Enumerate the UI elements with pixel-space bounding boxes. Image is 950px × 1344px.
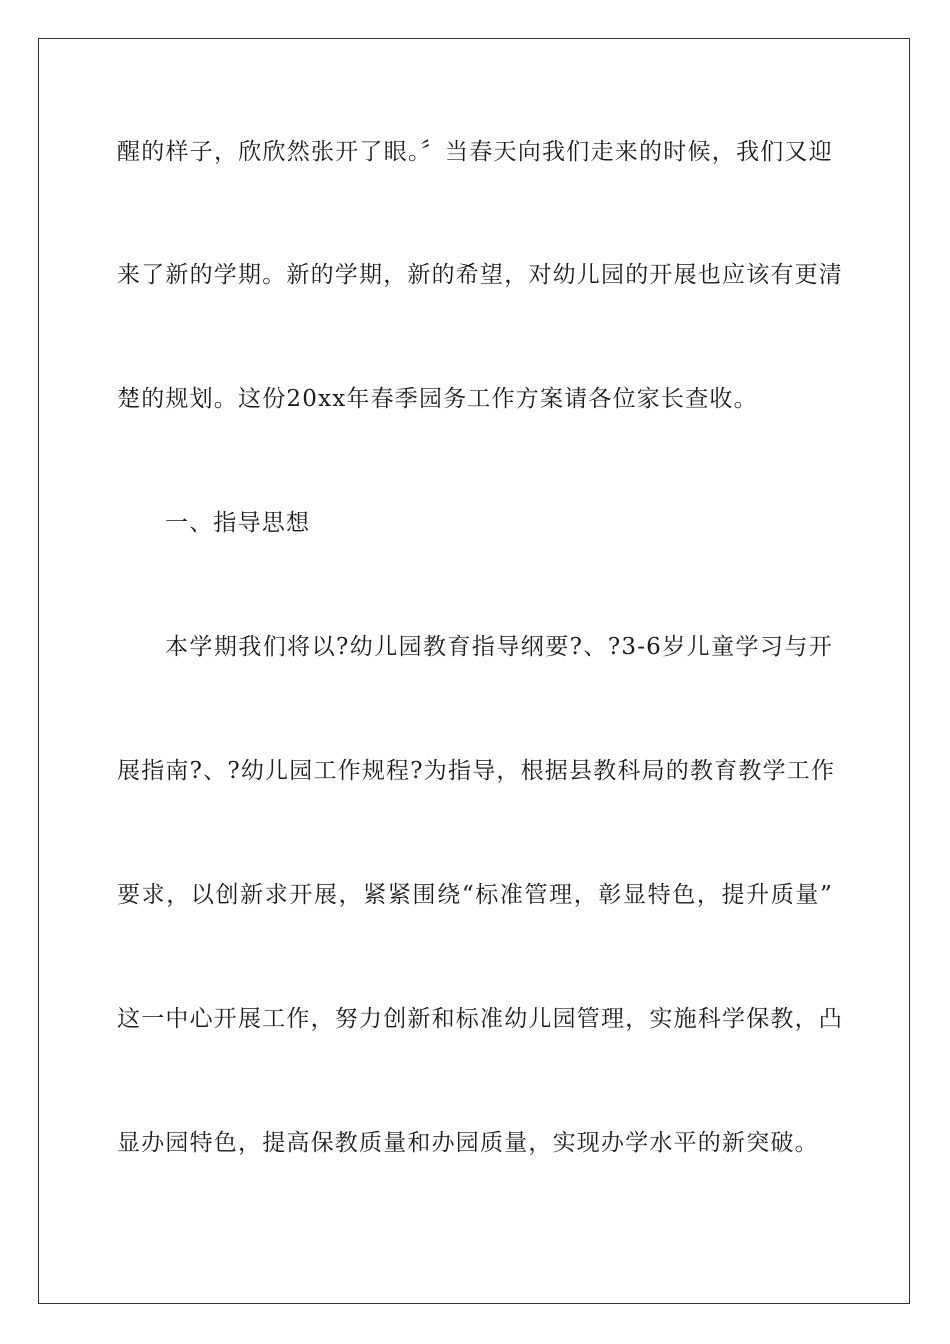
paragraph-line-3: 楚的规划。这份20xx年春季园务工作方案请各位家长查收。 — [117, 386, 758, 412]
paragraph-line-5: 展指南?、?幼儿园工作规程?为指导，根据县教科局的教育教学工作 — [117, 758, 836, 784]
paragraph-line-1: 醒的样子，欣欣然张开了眼。〞当春天向我们走来的时候，我们又迎 — [117, 139, 833, 165]
section-heading: 一、指导思想 — [165, 510, 311, 536]
paragraph-line-7: 这一中心开展工作，努力创新和标准幼儿园管理，实施科学保教，凸 — [117, 1006, 843, 1032]
paragraph-line-8: 显办园特色，提高保教质量和办园质量，实现办学水平的新突破。 — [117, 1130, 819, 1156]
paragraph-line-2: 来了新的学期。新的学期，新的希望，对幼儿园的开展也应该有更清 — [117, 262, 843, 288]
paragraph-line-6: 要求，以创新求开展，紧紧围绕“标准管理，彰显特色，提升质量” — [117, 882, 833, 908]
paragraph-line-4: 本学期我们将以?幼儿园教育指导纲要?、?3-6岁儿童学习与开 — [165, 634, 833, 660]
page-border — [38, 38, 910, 1304]
